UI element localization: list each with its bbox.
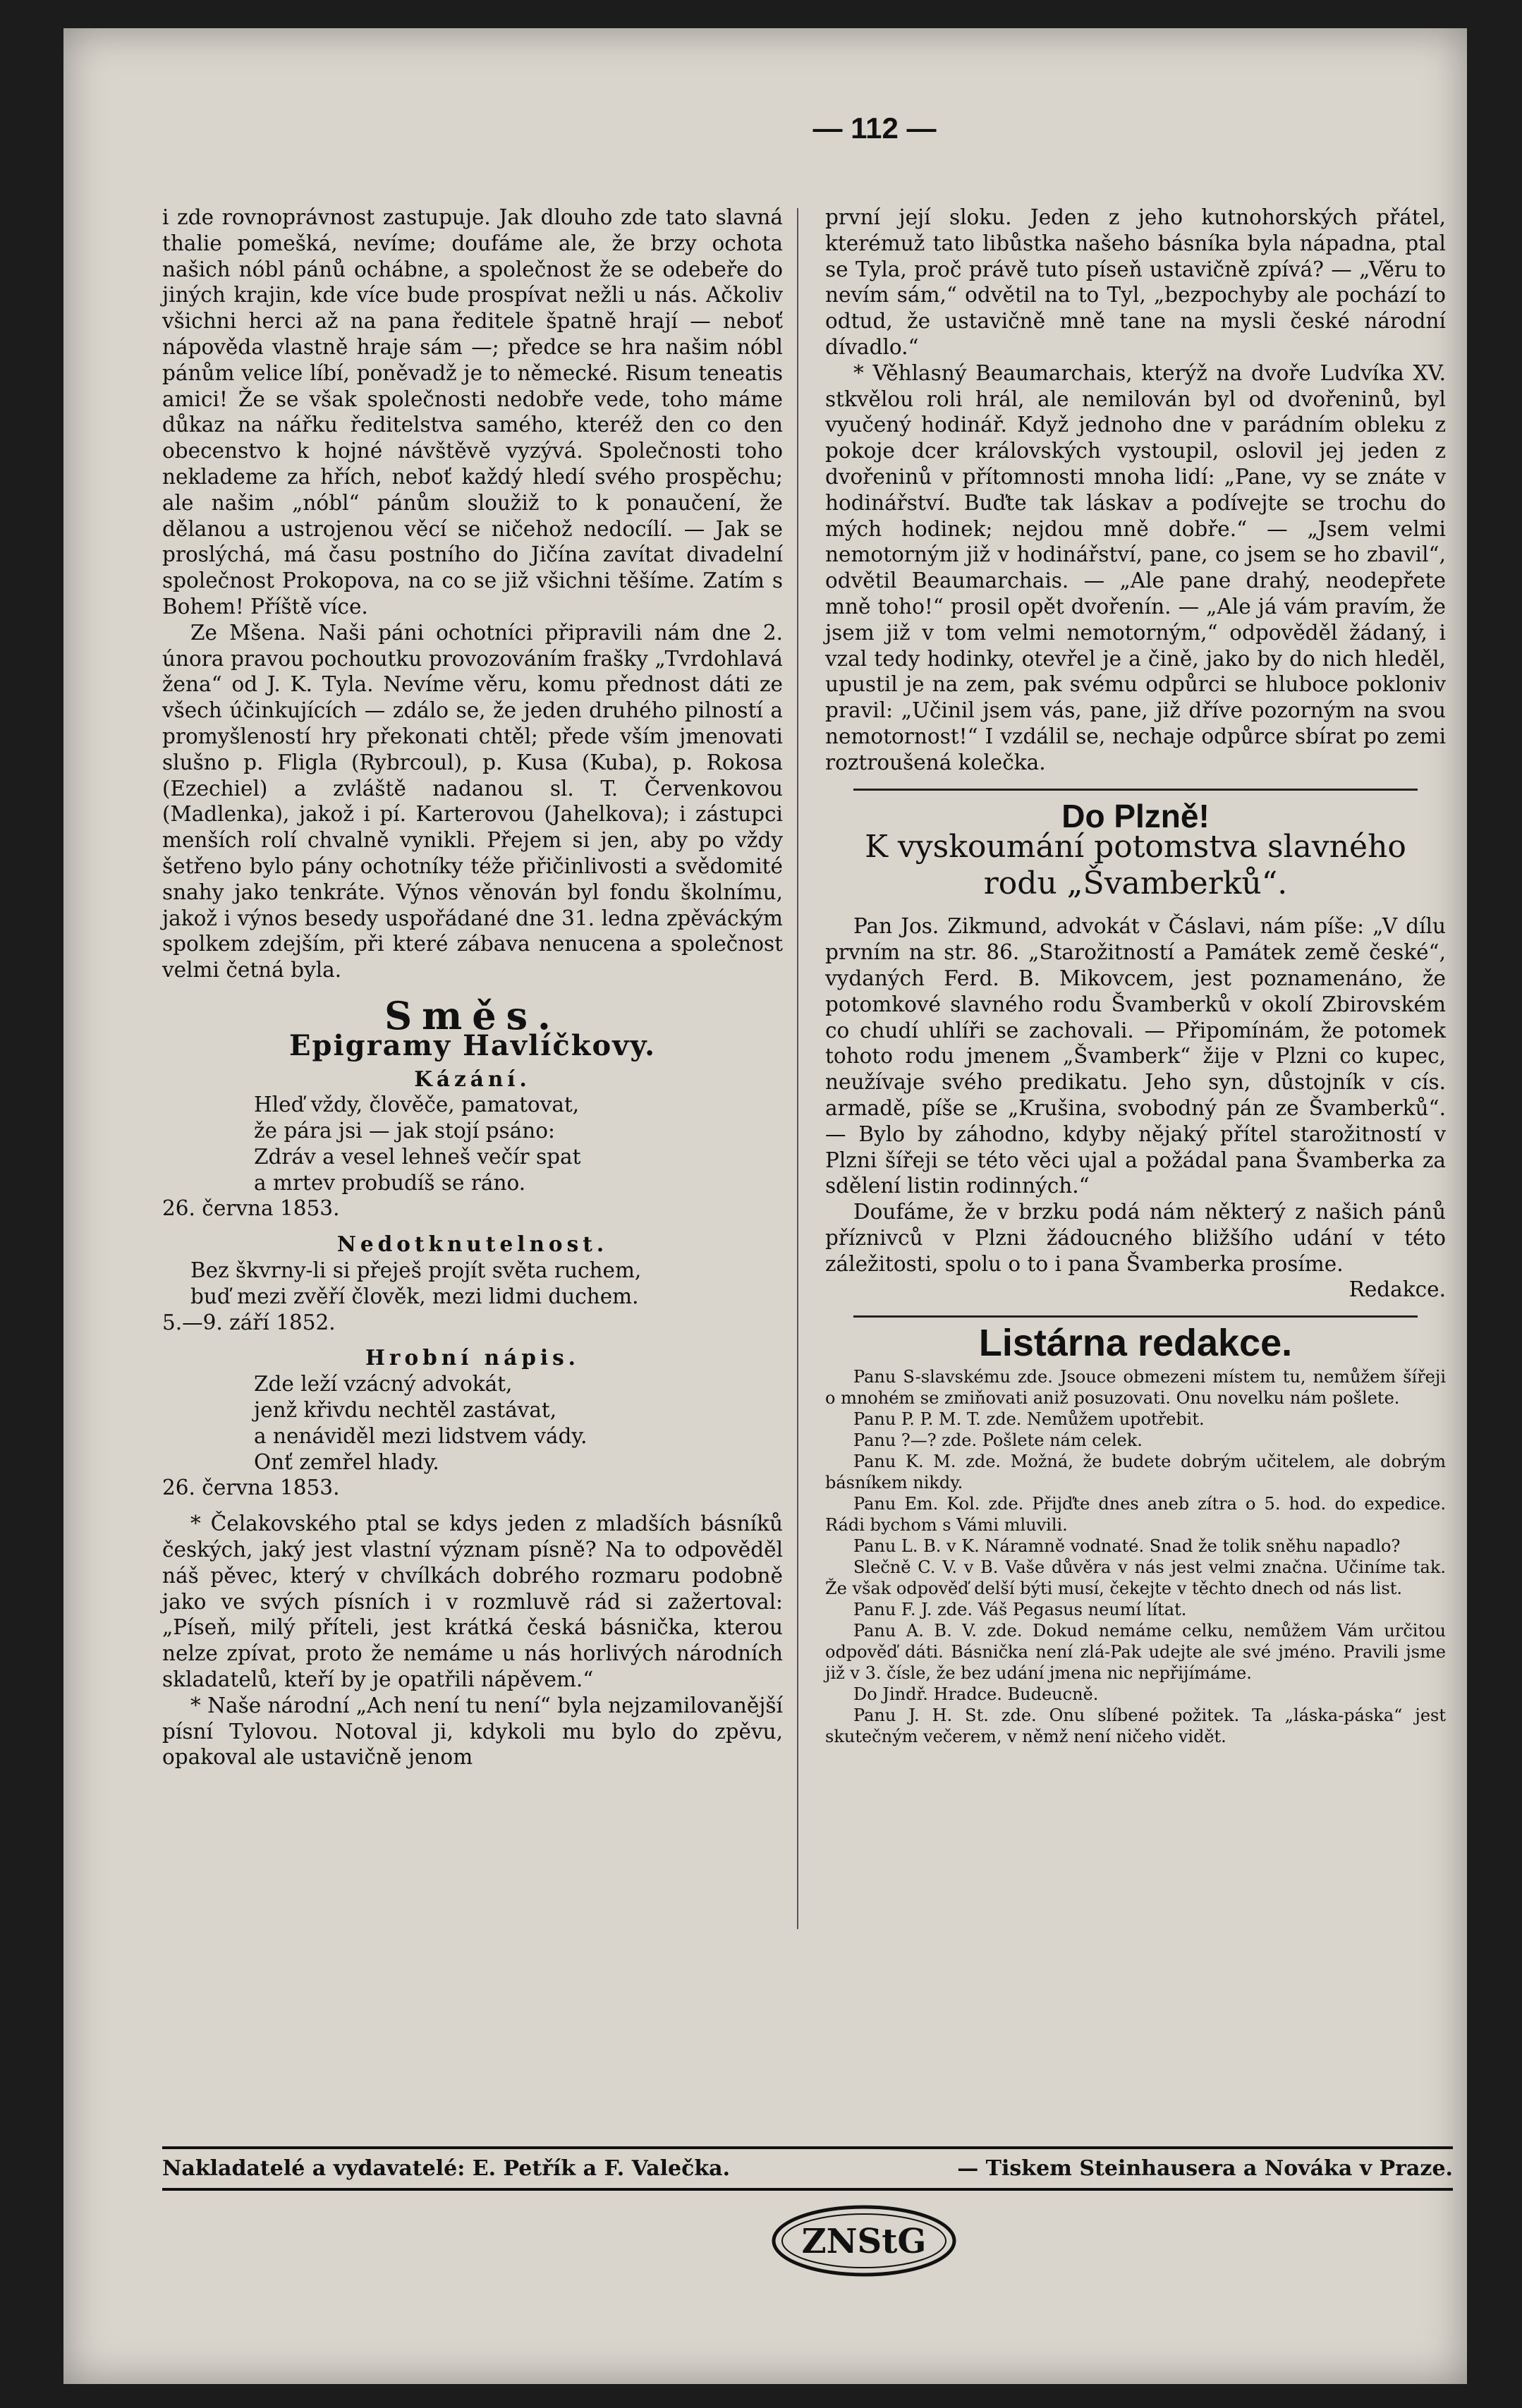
listarna-list (825, 1366, 1446, 1747)
poem-line: a mrtev probudíš se ráno. (254, 1170, 526, 1195)
poem-title: Hrobní nápis. (365, 1345, 580, 1370)
publisher-line: Nakladatelé a vydavatelé: E. Petřík a F. Valečka. (162, 2156, 731, 2181)
printer-line: — Tiskem Steinhausera a Nováka v Praze. (957, 2156, 1453, 2181)
article-paragraph: Doufáme, že v brzku podá nám některý z našich pánů příznivců v Plzni žádoucného bližšího udání v této záležitosti, spolu o to i pana Švamberka prosíme. (825, 1200, 1446, 1276)
column-divider (797, 208, 798, 1929)
listarna-item: Panu S-slavskému zde. Jsouce obmezeni místem tu, nemůžem šířeji o mnohém se zmiňovati aniž posuzovati. Onu novelku nám pošlete. (825, 1367, 1446, 1409)
section-subtitle-plzen: K vyskoumání potomstva slavného rodu „Švamberků“. (865, 829, 1406, 902)
article-paragraph: i zde rovnoprávnost zastupuje. Jak dlouho zde tato slavná thalie pomešká, nevíme; doufáme ale, že brzy ochota našich nóbl pánů ochábne, a společnost že se odebeře do jiných krajin, kde více bude prospívat nežli u nás. Ačkoliv všichni herci až na pana ředitele špatně hrají — neboť nápověda vlastně hraje sám —; předce se hra našim nóbl pánům velice líbí, poněvadž je to německé. Risum teneatis amici! Že se však společnosti nedobře vede, toho máme důkaz na nářku ředitelstva samého, kteréž den co den obecenstvo k hojné návštěvě vyzývá. Společnosti toho neklademe za hřích, neboť každý hledí svého prospěchu; ale našim „nóbl“ pánům sloužiž to k ponaučení, že dělanou a ustrojenou věcí se ničehož nedocílí. — Jak se proslýchá, má času postního do Jičína zavítat divadelní společnost Prokopova, na co se již všichni těšíme. Zatím s Bohem! Příště více. (162, 205, 783, 619)
poem-title: Nedotknutelnost. (336, 1232, 609, 1257)
poem-line: Bez škvrny-li si přeješ projít světa ruchem, (190, 1258, 642, 1283)
poem-line: Zdráv a vesel lehneš večír spat (254, 1144, 581, 1169)
section-title-plzen: Do Plzně! (1061, 797, 1210, 834)
right-column (825, 205, 1446, 1747)
section-title-listarna: Listárna redakce. (978, 1322, 1293, 1365)
article-paragraph: * Věhlasný Beaumarchais, kterýž na dvoře Ludvíka XV. stkvělou roli hrál, ale nemilován byl od dvořeninů, byl vyučený hodinář. Když jednoho dne v parádním obleku z pokoje dcer královských vystoupil, oslovil jej jeden z dvořeninů v přítomnosti mnoha lidí: „Pane, vy se znáte v hodinářství. Buďte tak láskav a podívejte se trochu do mých hodinek; nejdou mně dobře.“ — „Jsem velmi nemotorným již v hodinářství, pane, co jsem se ho zbavil“, odvětil Beaumarchais. — „Ale pane drahý, neodepřete mně toho!“ prosil opět dvořenín. — „Ale já vám pravím, že jsem již v tom velmi nemotorným,“ odpověděl žádaný, i vzal tedy hodinky, otevřel je a čině, jako by do nich hleděl, upustil je na zem, pak svému odpůrci se hluboce pokloniv pravil: „Učinil jsem vás, pane, již dříve pozorným na svou nemotornost!“ I vzdálil se, nechaje odpůrce sbírat po zemi roztroušená kolečka. (825, 360, 1446, 774)
section-rule (853, 789, 1418, 791)
listarna-item: Panu A. B. V. zde. Dokud nemáme celku, nemůžem Vám určitou odpověď dáti. Básnička není zlá-Pak udejte ale své jméno. Pravili jsme již v 3. čísle, že bez udání jmena nic nepřijímáme. (825, 1621, 1446, 1684)
poem-date: 26. června 1853. (162, 1476, 340, 1500)
listarna-item: Panu P. P. M. T. zde. Nemůžem upotřebit. (853, 1409, 1205, 1430)
listarna-item: Panu K. M. zde. Možná, že budete dobrým učitelem, ale dobrým básníkem nikdy. (825, 1452, 1446, 1493)
listarna-item: Panu J. H. St. zde. Onu slíbené požitek. Ta „láska-páska“ jest skutečným večerem, v němž není ničeho vidět. (825, 1705, 1446, 1747)
listarna-item: Panu ?—? zde. Pošlete nám celek. (853, 1430, 1143, 1451)
page-number: — 112 — (812, 111, 937, 145)
imprint-footer (162, 2146, 1453, 2191)
listarna-item: Panu L. B. v K. Náramně vodnaté. Snad že tolik sněhu napadlo? (853, 1536, 1401, 1557)
listarna-item: Slečně C. V. v B. Vaše důvěra v nás jest velmi značna. Učiníme tak. Že však odpověď delší býti musí, čekejte v těchto dnech od nás list. (825, 1557, 1446, 1599)
listarna-item: Do Jindř. Hradce. Budeucně. (853, 1684, 1099, 1705)
listarna-item: Panu Em. Kol. zde. Přijďte dnes aneb zítra o 5. hod. do expedice. Rádi bychom s Vámi mluvili. (825, 1494, 1446, 1536)
anecdote-paragraph: * Čelakovského ptal se kdys jeden z mladších básníků českých, jaký jest vlastní význam písně? Na to odpověděl náš pěvec, který v chvílkách dobrého rozmaru podobně jako ve svých písních i v rozmluvě rád si zažertoval: „Píseň, milý příteli, jest krátká česká básnička, kterou nelze zpívat, proto že nemáme u nás horlivých národních skladatelů, kteří by je opatřili nápěvem.“ (162, 1512, 783, 1692)
article-paragraph: první její sloku. Jeden z jeho kutnohorských přátel, kterémuž tato libůstka našeho básníka byla nápadna, ptal se Tyla, proč právě tuto píseň ustavičně zpívá? — „Věru to nevím sám,“ odvětil na to Tyl, „bezpochyby ale pochází to odtud, že ustavičně mně tane na mysli české národní dívadlo.“ (825, 205, 1446, 359)
poem-body (254, 1371, 783, 1475)
poem-date: 26. června 1853. (162, 1196, 340, 1221)
poem-title: Kázání. (414, 1066, 531, 1091)
poem-body (254, 1092, 783, 1196)
section-subtitle-epigrams: Epigramy Havlíčkovy. (288, 1028, 657, 1062)
poem-line: buď mezi zvěří člověk, mezi lidmi duchem. (190, 1284, 639, 1308)
poem-line: Hleď vždy, člověče, pamatovat, (254, 1093, 580, 1117)
poem-line: jenž křivdu nechtěl zastávat, (254, 1398, 557, 1423)
left-column (162, 205, 783, 1770)
poem-line: a nenáviděl mezi lidstvem vády. (254, 1423, 588, 1448)
newspaper-page (63, 28, 1467, 2384)
stamp-text: ZNStG (801, 2222, 927, 2261)
poem-line: Zde leží vzácný advokát, (254, 1372, 513, 1397)
library-stamp (769, 2202, 959, 2280)
signature: Redakce. (1349, 1277, 1446, 1302)
poem-line: že pára jsi — jak stojí psáno: (254, 1119, 555, 1143)
article-paragraph: Pan Jos. Zikmund, advokát v Čáslavi, nám píše: „V dílu prvním na str. 86. „Starožitností a Památek země české“, vydaných Ferd. B. Mikovcem, jest poznamenáno, že potomkové slavného rodu Švamberků v okolí Zbirovském co chudí uhlíři se zachovali. — Připomínám, že potomek tohoto rodu jmenem „Švamberk“ žije v Plzni co kupec, neužívaje svého predikatu. Jeho syn, důstojník v cís. armadě, píše se „Krušina, svobodný pán ze Švamberků“. — Bylo by záhodno, kdyby nějaký přítel starožitností v Plzni šířeji se této věci ujal a požádal pana Švamberka za sdělení listin rodinných.“ (825, 914, 1446, 1198)
poem-line: Onť zemřel hlady. (254, 1449, 439, 1474)
poem-body (190, 1258, 783, 1310)
anecdote-paragraph: * Naše národní „Ach není tu není“ byla nejzamilovanější písní Tylovou. Notoval ji, kdykoli mu bylo do zpěvu, opakoval ale ustavičně jenom (162, 1693, 783, 1770)
article-paragraph: Ze Mšena. Naši páni ochotníci připravili nám dne 2. února pravou pochoutku provozováním frašky „Tvrdohlavá žena“ od J. K. Tyla. Nevíme věru, komu přednost dáti ze všech účinkujících — zdálo se, že jeden druhého pilností a promyšleností hry překonati chtěl; přede vším jmenovati slušno p. Fligla (Rybrcoul), p. Kusa (Kuba), p. Rokosa (Ezechiel) a zvláště nadanou sl. T. Červenkovou (Madlenka), jakož i pí. Karterovou (Jahelkova); i zástupci menších rolí chvalně vynikli. Přejem si jen, aby po vždy šetřeno bylo pány ochotníky téže přičinlivosti a svědomité snahy jako tenkráte. Výnos věnován byl fondu školnímu, jakož i výnos besedy uspořádané dne 31. ledna zpěváckým spolkem zdejším, při které zábava nenucena a společnost velmi četná byla. (162, 620, 783, 983)
poem-date: 5.—9. září 1852. (162, 1310, 336, 1334)
section-rule (853, 1315, 1418, 1318)
listarna-item: Panu F. J. zde. Váš Pegasus neumí lítat. (853, 1600, 1187, 1620)
section-title-smes: Směs. (384, 992, 561, 1038)
